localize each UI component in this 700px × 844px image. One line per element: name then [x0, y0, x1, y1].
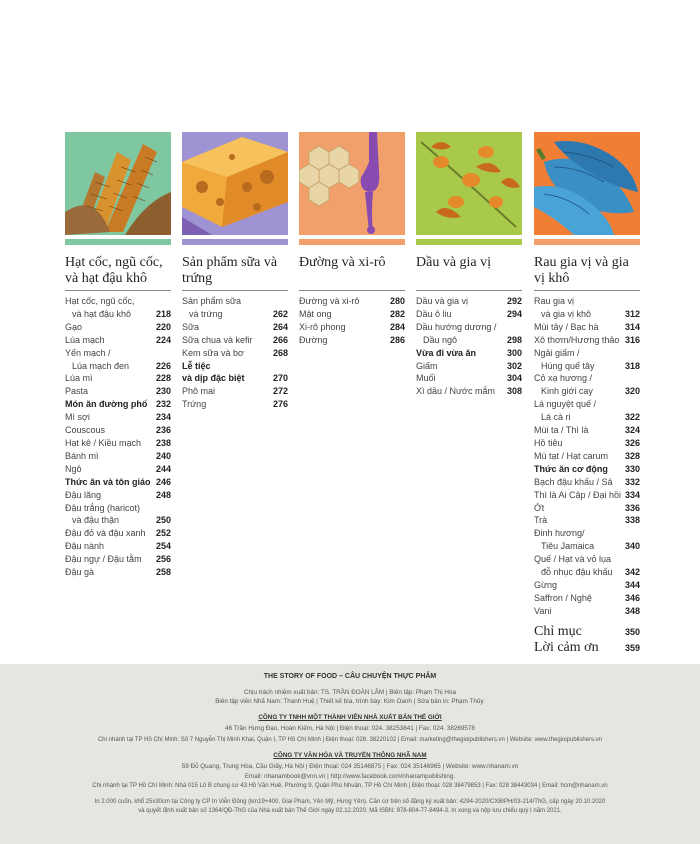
toc-entry	[534, 398, 640, 411]
toc-entry-label: và trứng	[189, 308, 223, 319]
decision-info: và quyết định xuất bản số 1364/QĐ-ThG của Nhà xuất bản Thế Giới ngày 02.12.2020. Mã ISBN: 978-604-77-8494-3. In xong và nộp lưu chiểu quý I năm 2021.	[138, 808, 562, 814]
toc-entry-label: Đường và xi-rô	[299, 296, 360, 306]
toc-entry-page: 250	[155, 515, 171, 526]
olive-icon	[416, 132, 522, 235]
toc-entry	[299, 295, 405, 308]
toc-entry-label: Vani	[534, 605, 552, 616]
section-title: Rau gia vị và gia vị khô	[534, 255, 629, 286]
toc-entry	[65, 450, 171, 463]
toc-entry-page: 332	[624, 476, 640, 487]
toc-entry-page: 238	[155, 437, 171, 448]
toc-entry-label: Ngải giấm /	[534, 347, 580, 358]
toc-final-label: Lời cảm ơn	[534, 639, 599, 655]
toc-entry	[534, 424, 640, 437]
toc-entry	[65, 527, 171, 540]
toc-entry	[534, 527, 640, 540]
toc-entry	[65, 372, 171, 385]
publisher-address: 46 Trần Hưng Đạo, Hoàn Kiếm, Hà Nội | Điện thoại: 024. 38253841 | Fax: 024. 38269578	[225, 725, 475, 732]
section-color-bar	[534, 239, 640, 245]
toc-entry	[65, 540, 171, 553]
toc-entry-page: 246	[155, 476, 171, 487]
toc-entry-page: 298	[506, 334, 522, 345]
toc-entry-label: Yến mạch /	[65, 347, 111, 358]
toc-entry-page: 234	[155, 412, 171, 423]
toc-entry	[65, 398, 171, 411]
honey-icon	[299, 132, 405, 235]
toc-entry	[534, 489, 640, 502]
toc-entry	[65, 424, 171, 437]
toc-entry-label: Sữa	[182, 321, 200, 332]
toc-entry	[534, 308, 640, 321]
toc-entry-page: 244	[155, 463, 171, 474]
colophon-responsible: Chịu trách nhiệm xuất bản: TS. TRẦN ĐOÀN LÂM | Biên tập: Phạm Thị Hoa	[244, 689, 456, 696]
section-color-bar	[65, 239, 171, 245]
toc-entry	[416, 295, 522, 308]
toc-entry	[182, 321, 288, 334]
toc-entry-label: Lúa mạch đen	[72, 360, 130, 371]
toc-entry-page: 328	[624, 450, 640, 461]
toc-entry-label: Bánh mì	[65, 450, 99, 461]
toc-entry-page: 218	[155, 308, 171, 319]
toc-entry	[182, 295, 288, 308]
toc-entry-label: Sản phẩm sữa	[182, 296, 242, 306]
toc-entry-label: và gia vị khô	[541, 308, 592, 319]
toc-entry-label: Lễ tiệc	[182, 360, 211, 371]
toc-entry-label: Gừng	[534, 579, 558, 590]
toc-entry-page: 226	[155, 360, 171, 371]
toc-entry	[182, 385, 288, 398]
toc-entry-page: 262	[272, 308, 288, 319]
toc-entry-label: và hạt đậu khô	[72, 308, 132, 319]
toc-entry-page: 302	[506, 360, 522, 371]
toc-entry	[534, 347, 640, 360]
toc-entry-page	[622, 295, 640, 308]
toc-entry	[65, 360, 171, 373]
toc-entry-page	[622, 527, 640, 540]
toc-entry-page: 264	[272, 321, 288, 332]
toc-entry	[65, 566, 171, 579]
toc-entry	[65, 502, 171, 515]
toc-entry-page: 312	[624, 308, 640, 319]
toc-entry-label: Xô thơm/Hương thảo	[534, 334, 620, 345]
toc-entry-label: Rau gia vị	[534, 296, 575, 306]
toc-entry	[534, 385, 640, 398]
toc-entry-page: 334	[624, 489, 640, 500]
toc-entry-label: Phô mai	[182, 386, 216, 397]
toc-entry-page: 294	[506, 308, 522, 319]
toc-entry-page: 256	[155, 554, 171, 565]
toc-entry	[534, 605, 640, 618]
toc-final-page: 350	[624, 626, 640, 637]
toc-entry-label: Đậu gà	[65, 567, 95, 578]
toc-entry-label: Ớt	[534, 502, 545, 513]
toc-entry-page: 348	[624, 605, 640, 616]
toc-entry-label: Mùi ta / Thì là	[534, 425, 589, 436]
column-oils	[416, 132, 522, 398]
toc-entry	[65, 476, 171, 489]
toc-entry-label: Trứng	[182, 399, 207, 410]
toc-entry-page: 276	[272, 399, 288, 410]
toc-entry	[416, 372, 522, 385]
toc-entry	[182, 360, 288, 373]
toc-entry-page: 240	[155, 450, 171, 461]
section-divider	[416, 290, 522, 291]
toc-entry-page: 232	[155, 399, 171, 410]
toc-entry-page: 304	[506, 373, 522, 384]
toc-entry-page: 266	[272, 334, 288, 345]
toc-entry	[65, 411, 171, 424]
toc-entry-page	[622, 347, 640, 360]
toc-entry-page: 344	[624, 579, 640, 590]
toc-entry-label: Thức ăn cơ động	[534, 463, 608, 474]
toc-entry-label: Đậu nành	[65, 541, 105, 552]
toc-entry	[534, 476, 640, 489]
toc-entry	[299, 334, 405, 347]
toc-entry-page: 272	[272, 386, 288, 397]
toc-entry-page: 316	[624, 334, 640, 345]
toc-entry	[534, 463, 640, 476]
toc-entry-label: Ngô	[65, 463, 82, 474]
toc-entry-label: Xì dầu / Nước mắm	[416, 386, 495, 397]
toc-entry	[534, 360, 640, 373]
toc-entry-label: Kem sữa và bơ	[182, 347, 244, 358]
toc-entry	[534, 372, 640, 385]
toc-entry-page: 228	[155, 373, 171, 384]
toc-entry	[534, 579, 640, 592]
toc-entry-page: 284	[389, 321, 405, 332]
toc-entry-label: Đinh hương/	[534, 528, 585, 539]
toc-entry	[534, 502, 640, 515]
colophon-title: THE STORY OF FOOD – CÂU CHUYỆN THỰC PHẨM	[263, 673, 437, 680]
toc-entry-label: Húng quế tây	[541, 360, 595, 371]
toc-entry-page: 324	[624, 425, 640, 436]
toc-entry-label: Lúa mạch	[65, 334, 105, 345]
toc-entry-label: Mùi tây / Bạc hà	[534, 321, 599, 332]
section-divider	[182, 290, 288, 291]
toc-entry	[534, 411, 640, 424]
toc-entry-label: Mì sợi	[65, 412, 90, 423]
toc-entry-page: 230	[155, 386, 171, 397]
toc-entry-label: Dầu hướng dương /	[416, 321, 497, 332]
toc-entry	[65, 553, 171, 566]
toc-entry-page	[622, 398, 640, 411]
toc-entry-page	[153, 502, 171, 515]
column-dairy	[182, 132, 288, 411]
section-color-bar	[299, 239, 405, 245]
toc-entry-label: Trà	[534, 515, 548, 526]
toc-entry	[416, 308, 522, 321]
toc-entry-page: 320	[624, 386, 640, 397]
toc-entry-page	[270, 295, 288, 308]
toc-entry-label: Món ăn đường phố	[65, 399, 148, 410]
section-title: Đường và xi-rô	[299, 255, 386, 270]
toc-entry-page: 270	[272, 373, 288, 384]
toc-entry-label: và đậu thận	[72, 515, 120, 526]
toc-entry-label: Bạch đậu khấu / Sả	[534, 476, 613, 487]
toc-entry	[182, 334, 288, 347]
toc-entry-label: Quế / Hạt và vỏ lụa	[534, 554, 612, 565]
toc-entry	[65, 347, 171, 360]
toc-entry-label: Cỏ xạ hương /	[534, 373, 592, 384]
toc-entry-label: Lúa mì	[65, 373, 93, 384]
section-title: Hạt cốc, ngũ cốc, và hạt đậu khô	[65, 255, 163, 286]
toc-entry	[416, 385, 522, 398]
toc-entry-label: và dịp đặc biệt	[182, 373, 245, 384]
toc-entry-page: 252	[155, 528, 171, 539]
toc-entry	[182, 347, 288, 360]
toc-entry-label: Lá cà ri	[541, 412, 571, 423]
section-color-bar	[182, 239, 288, 245]
toc-entry-label: Tiêu Jamaica	[541, 541, 595, 552]
toc-entry-label: đỗ nhục đậu khấu	[541, 567, 613, 578]
toc-entry-label: Đậu đỏ và đậu xanh	[65, 528, 146, 539]
toc-final-page: 359	[624, 642, 640, 653]
toc-entry-label: Hồ tiêu	[534, 437, 563, 448]
toc-entry	[534, 540, 640, 553]
toc-entry	[416, 347, 522, 360]
toc-entry-label: Mật ong	[299, 308, 332, 319]
colophon	[0, 664, 700, 844]
toc-entry-page: 286	[389, 334, 405, 345]
toc-entry-label: Vừa đi vừa ăn	[416, 347, 477, 358]
toc-entry	[65, 514, 171, 527]
toc-entry-page: 300	[506, 347, 522, 358]
partner-name: CÔNG TY VĂN HÓA VÀ TRUYỀN THÔNG NHÃ NAM	[273, 752, 427, 759]
toc-entry-page: 254	[155, 541, 171, 552]
toc-entry-page	[504, 321, 522, 334]
toc-entry-label: Dầu ô liu	[416, 308, 452, 319]
toc-entry-page: 220	[155, 321, 171, 332]
toc-entry-label: Hạt kê / Kiều mạch	[65, 437, 142, 448]
publisher-name: CÔNG TY TNHH MỘT THÀNH VIÊN NHÀ XUẤT BẢN THẾ GIỚI	[258, 714, 442, 721]
partner-address: 59 Đỗ Quang, Trung Hòa, Cầu Giấy, Hà Nội | Điện thoại: 024 35146875 | Fax: 024 35146965 | Website: www.nhanam.vn	[181, 763, 519, 770]
toc-entry-page: 318	[624, 360, 640, 371]
section-title: Dầu và gia vị	[416, 255, 492, 270]
toc-entry-page: 308	[506, 386, 522, 397]
toc-entry-label: Hạt cốc, ngũ cốc,	[65, 296, 135, 306]
toc-entry-page: 330	[624, 463, 640, 474]
column-grains	[65, 132, 171, 579]
toc-entry	[299, 308, 405, 321]
toc-final-label: Chỉ mục	[534, 623, 582, 639]
toc-entry-page: 258	[155, 567, 171, 578]
toc-final-entry	[534, 624, 640, 640]
toc-entry-page: 322	[624, 412, 640, 423]
toc-entry-label: Pasta	[65, 386, 89, 397]
toc-entry-label: Đậu ngự / Đậu tằm	[65, 554, 142, 565]
toc-entry-label: Thức ăn và tôn giáo	[65, 476, 151, 487]
toc-entry-label: Dầu ngô	[423, 334, 458, 345]
toc-final-entry	[534, 640, 640, 656]
toc-entry	[534, 514, 640, 527]
toc-entry	[534, 295, 640, 308]
toc-entry	[65, 334, 171, 347]
toc-entry-label: Thì là Ai Cập / Đại hồi	[534, 489, 622, 500]
toc-entry	[534, 450, 640, 463]
corn-icon	[65, 132, 171, 235]
section-color-bar	[416, 239, 522, 245]
toc-entry-page: 346	[624, 592, 640, 603]
toc-entry-page	[622, 372, 640, 385]
toc-entry	[65, 489, 171, 502]
publisher-branch: Chi nhánh tại TP Hồ Chí Minh: Số 7 Nguyễn Thị Minh Khai, Quận I, TP Hồ Chí Minh | Điện thoại: 028. 38220102 | Email: marketing@thegioipublishers.vn | Website: www.thegioipublishers.vn	[97, 737, 603, 743]
toc-entry-label: Couscous	[65, 425, 106, 436]
print-info: In 2.000 cuốn, khổ 25x30cm tại Công ty CP In Viễn Đông (km19+400, Giai Phạm, Yên Mỹ, Hưng Yên). Căn cứ trên số đăng ký xuất bản: 4294-2020/CXBIPH/03-214/ThG, cấp ngày 20.10.2020	[94, 799, 606, 805]
toc-entry	[534, 334, 640, 347]
toc-entry-page	[270, 360, 288, 373]
toc-entry-page	[622, 553, 640, 566]
toc-entry-page: 236	[155, 425, 171, 436]
toc-entry-page: 342	[624, 567, 640, 578]
toc-entry	[416, 360, 522, 373]
toc-entry-page: 280	[389, 296, 405, 306]
toc-entry-label: Đường	[299, 334, 328, 345]
section-title: Sản phẩm sữa và trứng	[182, 255, 278, 286]
toc-entry	[299, 321, 405, 334]
toc-entry-page	[153, 295, 171, 308]
toc-entry-label: Saffron / Nghệ	[534, 592, 592, 603]
colophon-editors: Biên tập viên Nhã Nam: Thanh Huệ | Thiết kế bìa, trình bày: Kim Oanh | Sửa bản in: Phạm Thủy.	[215, 698, 485, 705]
toc-entry-label: Lá nguyệt quế /	[534, 399, 597, 410]
toc-entry-page: 292	[506, 296, 522, 306]
toc-entry-page: 282	[389, 308, 405, 319]
toc-entry-page: 338	[624, 515, 640, 526]
toc-entry	[65, 437, 171, 450]
toc-entry	[182, 372, 288, 385]
toc-entry-label: Xi-rô phong	[299, 321, 346, 332]
toc-entry	[65, 295, 171, 308]
toc-entry-label: Mù tạt / Hạt carum	[534, 450, 609, 461]
toc-entry-page: 268	[272, 347, 288, 358]
section-divider	[299, 290, 405, 291]
toc-entry	[534, 437, 640, 450]
toc-entry-page: 340	[624, 541, 640, 552]
section-divider	[65, 290, 171, 291]
toc-entry-page: 336	[624, 502, 640, 513]
toc-entry	[534, 321, 640, 334]
toc-entry-label: Dầu và gia vị	[416, 296, 469, 306]
toc-entry	[182, 398, 288, 411]
toc-entry	[65, 463, 171, 476]
partner-branch: Chi nhánh tại TP Hồ Chí Minh: Nhà 015 Lô B chung cư 43 Hồ Văn Huê, Phường 9, Quận Phú Nhuận, TP Hồ Chí Minh | Điện thoại: 028 38479853 | Fax: 028 38443034 | Email: hcm@nhanam.vn	[92, 783, 608, 789]
toc-entry	[65, 321, 171, 334]
toc-entry	[416, 321, 522, 334]
toc-entry	[534, 592, 640, 605]
toc-entry-label: Đậu trắng (haricot)	[65, 502, 141, 513]
toc-entry-label: Gạo	[65, 321, 83, 332]
cheese-icon	[182, 132, 288, 235]
toc-entry-page: 326	[624, 437, 640, 448]
section-divider	[534, 290, 640, 291]
pepper-icon	[534, 132, 640, 235]
toc-entry-page: 224	[155, 334, 171, 345]
toc-entry	[534, 566, 640, 579]
toc-entry-label: Muối	[416, 373, 436, 384]
toc-entry	[416, 334, 522, 347]
toc-entry	[65, 308, 171, 321]
toc-entry	[534, 553, 640, 566]
toc-entry-page: 314	[624, 321, 640, 332]
partner-email: Email: nhanambook@vnn.vn | http://www.facebook.com/nhanampublishing.	[244, 773, 456, 780]
toc-entry-page: 248	[155, 489, 171, 500]
column-sugar	[299, 132, 405, 347]
toc-entry-label: Giấm	[416, 360, 438, 371]
toc-entry-label: Đậu lăng	[65, 489, 102, 500]
toc-entry-label: Kinh giới cay	[541, 386, 593, 397]
toc-entry-page	[153, 347, 171, 360]
toc-entry-label: Sữa chua và kefir	[182, 334, 253, 345]
toc-entry	[65, 385, 171, 398]
column-herbs	[534, 132, 640, 656]
toc-entry	[182, 308, 288, 321]
